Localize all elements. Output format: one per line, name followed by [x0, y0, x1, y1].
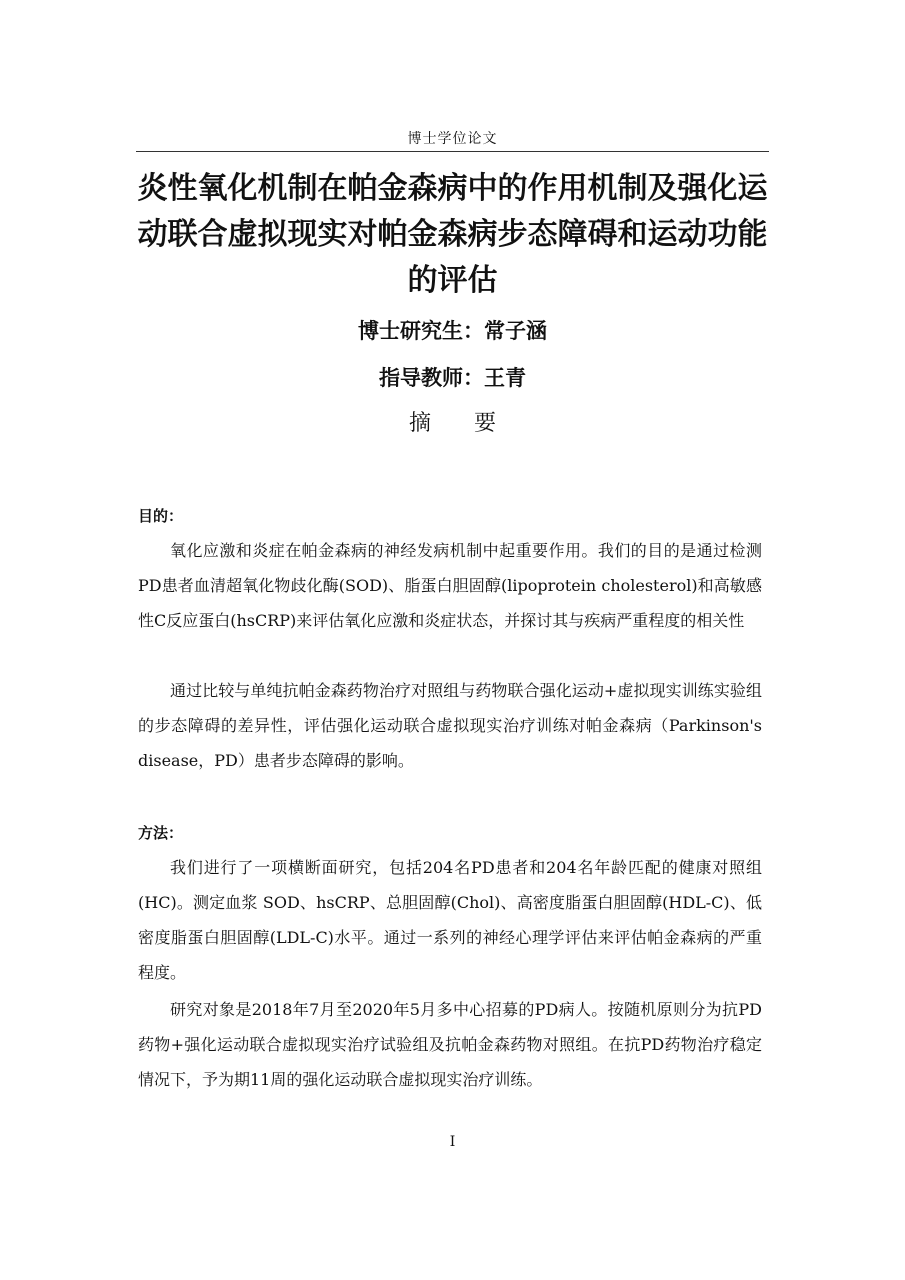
purpose-paragraph: 氧化应激和炎症在帕金森病的神经发病机制中起重要作用。我们的目的是通过检测PD患者血清超氧化物歧化酶(SOD)、脂蛋白胆固醇(lipoprotein cholesterol)和高敏感性C反应蛋白(hsCRP)来评估氧化应激和炎症状态，并探讨其与疾病严重程度的相关性: [138, 541, 762, 630]
page-number: I: [449, 1134, 456, 1150]
purpose-paragraph: 通过比较与单纯抗帕金森药物治疗对照组与药物联合强化运动+虚拟现实训练实验组的步态障碍的差异性，评估强化运动联合虚拟现实治疗训练对帕金森病（Parkinson's disease，PD）患者步态障碍的影响。: [138, 681, 762, 770]
methods-paragraph: 研究对象是2018年7月至2020年5月多中心招募的PD病人。按随机原则分为抗PD药物+强化运动联合虚拟现实治疗试验组及抗帕金森药物对照组。在抗PD药物治疗稳定情况下，予为期11周的强化运动联合虚拟现实治疗训练。: [138, 1000, 762, 1089]
methods-paragraph: 我们进行了一项横断面研究，包括204名PD患者和204名年龄匹配的健康对照组(HC)。测定血浆 SOD、hsCRP、总胆固醇(Chol)、高密度脂蛋白胆固醇(HDL-C)、低密度脂蛋白胆固醇(LDL-C)水平。通过一系列的神经心理学评估来评估帕金森病的严重程度。: [138, 858, 762, 982]
abstract-heading: 摘 要: [409, 411, 514, 436]
thesis-title: 炎性氧化机制在帕金森病中的作用机制及强化运动联合虚拟现实对帕金森病步态障碍和运动功能的评估: [137, 171, 768, 298]
purpose-label: 目的：: [138, 507, 184, 525]
doctoral-student: 博士研究生：常子涵: [358, 319, 547, 343]
methods-label: 方法：: [138, 824, 184, 842]
running-header: 博士学位论文: [407, 131, 498, 147]
advisor: 指导教师：王青: [379, 366, 526, 390]
header-rule: [136, 151, 769, 152]
